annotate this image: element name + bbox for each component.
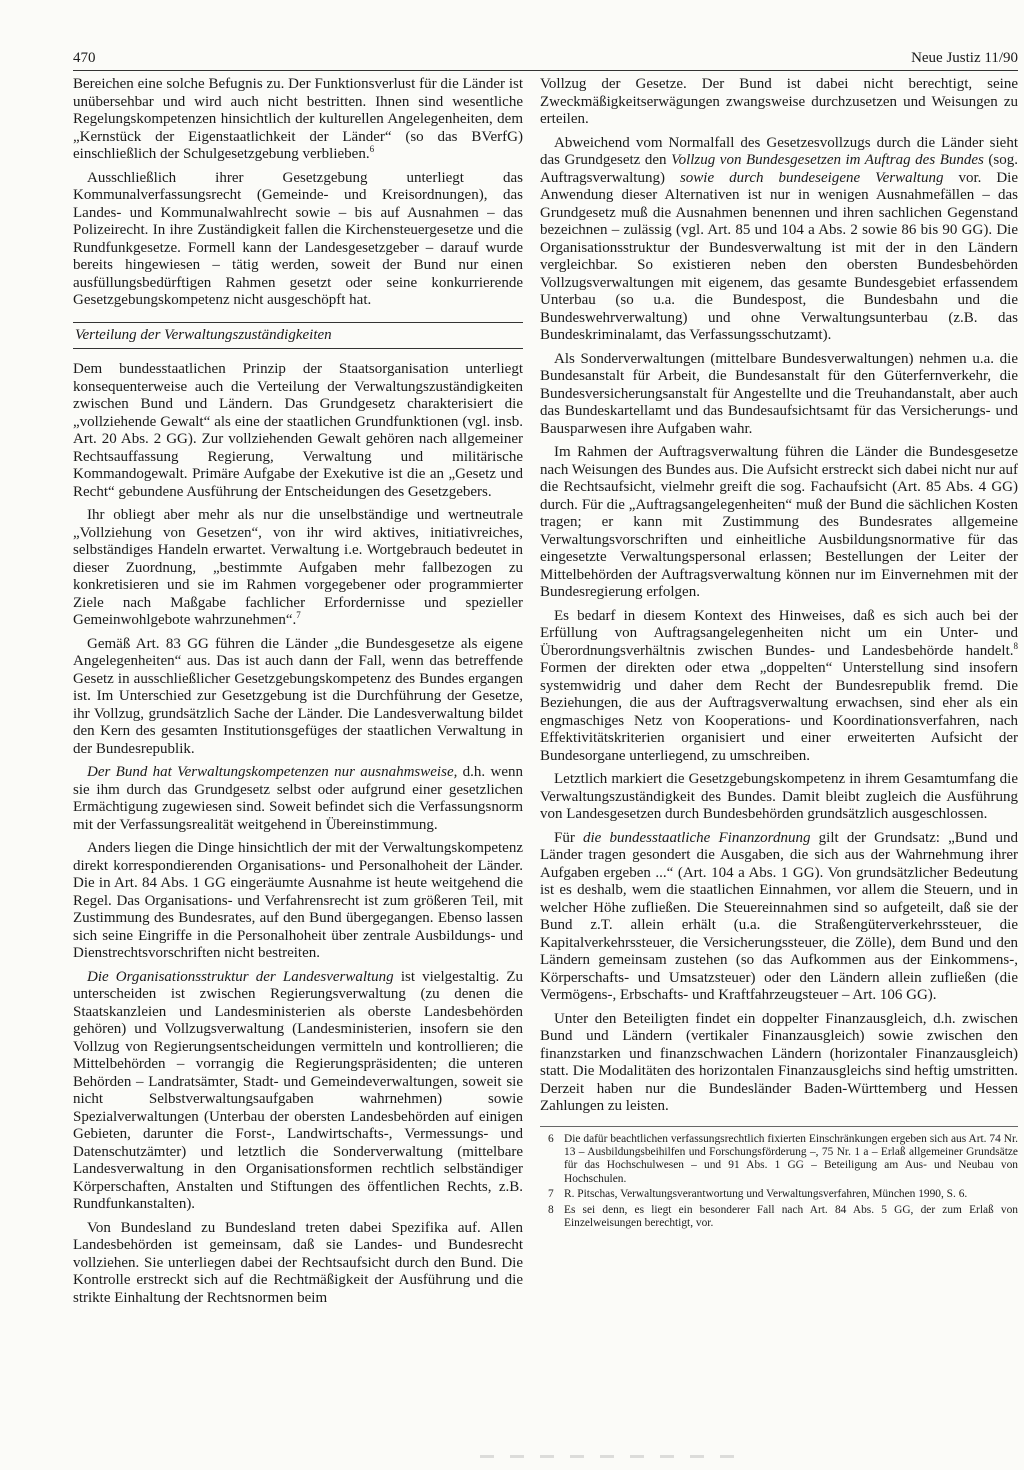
footnote-ref[interactable]: 6 — [369, 144, 375, 154]
footnote-number: 8 — [548, 1203, 554, 1216]
paragraph: Anders liegen die Dinge hinsichtlich der mit der Verwaltungskompetenz direkt korrespondierenden Organisations- und Personalhoheit der Länder. Die in Art. 84 Abs. 1 GG eingeräumte Ausnahme ist heute weitgehend die Regel. Das Organisations- und Verfahrensrecht ist zum größeren Teil, mit Zustimmung des Bundesrates, auf den Bund übergegangen. Ebenso lassen sich seine Eingriffe in die Personalhoheit über zentrale Ausbildungs- und Dienstrechtsvorschriften nicht bestreiten. — [73, 840, 523, 961]
paragraph: Gemäß Art. 83 GG führen die Länder „die Bundesgesetze als eigene Angelegenheiten“ aus. Das ist auch dann der Fall, wenn das betreffende Gesetz in ausschließlicher Gesetzgebungskompetenz des Bundes ergangen ist. Im Unterschied zur Gesetzgebung ist die Durchführung der Gesetze, ihr Vollzug, grundsätzlich Sache der Länder. Die Landesverwaltung bildet den Kern des gesamten Institutionsgefüges der staatlichen Verwaltung in der Bundesrepublik. — [73, 635, 523, 757]
paragraph: Ihr obliegt aber mehr als nur die unselbständige und wertneutrale „Vollziehung von Gesetzen“, von ihr wird aktives, initiativreiches, selbständiges Handeln erwartet. Verwaltung i.e. Wortgebrauch bedeutet in dieser Zuordnung, „bestimmte Aufgaben mehr fallbezogen zu konkretisieren und sie im Rahmen vorgegebener oder programmierter Ziele nach Maßgabe fachlicher Erfordernisse und spezieller Gemeinwohlgebote wahrzunehmen“.$^7$ — [73, 507, 523, 628]
page-number: 470 — [73, 50, 96, 66]
footnote: 6 Die dafür beachtlichen verfassungsrechtlich fixierten Einschränkungen ergeben sich aus Art. 74 Nr. 13 – Ausbildungsbeihilfen und Forschungsförderung –, 75 Nr. 1 a – Erlaß allgemeiner Grundsätze für das Hochschulwesen – und 91 Abs. 1 GG – Beteiligung am Aus- und Neubau von Hochschulen. — [548, 1132, 1018, 1185]
paragraph: Für die bundesstaatliche Finanzordnung gilt der Grundsatz: „Bund und Länder tragen gesondert die Ausgaben, die sich aus der Wahrnehmung ihrer Aufgaben ergeben ...“ (Art. 104 a Abs. 1 GG). Von grundsätzlicher Bedeutung ist es deshalb, wem die staatlichen Einnahmen, vor allem die Steuern, und in welcher Höhe zufließen. Die Steuereinnahmen sind so aufgeteilt, daß sie der Bund z.T. allein erhält (u.a. die Straßengüterverkehrssteuer, die Kapitalverkehrssteuer, die Versicherungssteuer, die Zölle), dem Bund und den Ländern gemeinsam zustehen (so das Aufkommen aus der Einkommens-, Körperschafts- und Umsatzsteuer) oder den Ländern allein zufließen (die Vermögens-, Erbschafts- und Kraftfahrzeugsteuer – Art. 106 GG). — [540, 829, 1018, 1003]
paragraph: Im Rahmen der Auftragsverwaltung führen die Länder die Bundesgesetze nach Weisungen des Bundes aus. Die Aufsicht erstreckt sich dabei nicht nur auf die Rechtsaufsicht, vielmehr greift die sog. Fachaufsicht (Art. 85 Abs. 4 GG) durch. Für die „Auftragsangelegenheiten“ muß der Bund die sächlichen Kosten tragen; er kann mit Zustimmung des Bundesrates allgemeine Verwaltungsvorschriften und einheitliche Ausbildungsnormative für das eingesetzte Verwaltungspersonal erlassen; Bestellungen der Leiter der Mittelbehörden der Auftragsverwaltung können nur im Einvernehmen mit der Bundesregierung erfolgen. — [540, 444, 1018, 600]
paragraph: Von Bundesland zu Bundesland treten dabei Spezifika auf. Allen Landesbehörden ist gemeinsam, daß sie Landes- und Bundesrecht vollziehen. Sie unterliegen dabei der Rechtsaufsicht durch den Bund. Die Kontrolle erstreckt sich auf die Rechtmäßigkeit der Ausführung und die strikte Einhaltung der Rechtsnormen beim — [73, 1219, 523, 1306]
footnote: 8 Es sei denn, es liegt ein besonderer Fall nach Art. 84 Abs. 5 GG, der zum Erlaß von Einzelweisungen berechtigt, vor. — [548, 1203, 1018, 1229]
footnote-ref[interactable]: 8 — [1013, 640, 1018, 651]
paragraph: Ausschließlich ihrer Gesetzgebung unterliegt das Kommunalverfassungsrecht (Gemeinde- und Kreisordnungen), das Landes- und Kommunalwahlrecht sowie – bis auf Ausnahmen – das Polizeirecht. In ihre Zuständigkeit fallen die Kirchensteuergesetze und die Rundfunkgesetze. Formell kann der Landesgesetzgeber – darauf wurde bereits hingewiesen – tätig werden, soweit der Bund nur einen ausfüllungsbedürftigen Rahmen gesetzt oder seine konkurrierende Gesetzgebungskompetenz nicht ausgeschöpft hat. — [73, 169, 523, 308]
paragraph: Als Sonderverwaltungen (mittelbare Bundesverwaltungen) nehmen u.a. die Bundesanstalt für Arbeit, die Bundesanstalt für den Güterfernverkehr, die Bundesversicherungsanstalt für Angestellte und die Treuhandanstalt, aber auch das Bundeskartellamt und das Bundesaufsichtsamt für das Versicherungs- und Bausparwesen ihre Aufgaben wahr. — [540, 350, 1018, 437]
footnotes — [540, 1126, 1018, 1231]
paragraph: Unter den Beteiligten findet ein doppelter Finanzausgleich, d.h. zwischen Bund und Ländern (vertikaler Finanzausgleich) sowie zwischen den finanzstarken und finanzschwachen Ländern (horizontaler Finanzausgleich) statt. Die Modalitäten des horizontalen Finanzausgleichs sind heftig umstritten. Derzeit haben nur die Bundesländer Baden-Württemberg und Hessen Zahlungen zu leisten. — [540, 1010, 1018, 1114]
journal-title: Neue Justiz 11/90 — [911, 50, 1018, 66]
paragraph: Es bedarf in diesem Kontext des Hinweises, daß es sich auch bei der Erfüllung von Auftragsangelegenheiten nicht um ein Unter- und Überordnungsverhältnis zwischen Bundes- und Landesbehörde handelt.$^8$ Formen der direkten oder etwa „doppelten“ Unterstellung sind insofern systemwidrig und daher dem Recht der Bundesrepublik fremd. Die Beziehungen, die aus der Auftragsverwaltung erwachsen, sind eher als ein engmaschiges Netz von Kooperations- und Koordinationsverfahren, nach Effektivitätskriterien organisiert und einer erweiterten Aufsicht der Bundesorgane unterliegend, zu umschreiben. — [540, 607, 1018, 764]
emphasis: die bundesstaatliche Finanzordnung — [583, 829, 811, 846]
left-column — [73, 76, 523, 1313]
paragraph: Dem bundesstaatlichen Prinzip der Staatsorganisation unterliegt konsequenterweise auch die Verteilung der Verwaltungszuständigkeiten zwischen Bund und Ländern. Das Grundgesetz charakterisiert die „vollziehende Gewalt“ als eine der staatlichen Grundfunktionen (vgl. insb. Art. 20 Abs. 2 GG). Zur vollziehenden Gewalt gehören nach allgemeiner Rechtsauffassung Regierung, Verwaltung und militärische Kommandogewalt. Primäre Aufgabe der Exekutive ist die an „Gesetz und Recht“ gebundene Ausführung der Entscheidungen des Gesetzgebers. — [73, 361, 523, 500]
section-heading: Verteilung der Verwaltungszuständigkeiten — [73, 322, 523, 350]
paragraph: Vollzug der Gesetze. Der Bund ist dabei nicht berechtigt, seine Zweckmäßigkeitserwägungen zwangsweise durchzusetzen und Weisungen zu erteilen. — [540, 76, 1018, 127]
emphasis: Vollzug von Bundesgesetzen im Auftrag des Bundes — [671, 152, 984, 168]
right-column — [540, 76, 1018, 1232]
paragraph: Der Bund hat Verwaltungskompetenzen nur ausnahmsweise, d.h. wenn sie ihm durch das Grundgesetz selbst oder aufgrund einer gesetzlichen Ermächtigung zugewiesen sind. Soweit befindet sich die Verfassungsnorm mit der Verfassungsrealität weitgehend in Übereinstimmung. — [73, 764, 524, 833]
paragraph: Abweichend vom Normalfall des Gesetzesvollzugs durch die Länder sieht das Grundgesetz den Vollzug von Bundesgesetzen im Auftrag des Bundes (sog. Auftragsverwaltung) sowie durch bundeseigene Verwaltung vor. Die Anwendung dieser Alternativen ist nur in wenigen Ausnahmefällen – das Grundgesetz muß die Ausnahmen benennen und ihren sachlichen Gegenstand bezeichnen – zulässig (vgl. Art. 85 und 104 a Abs. 2 sowie 86 bis 90 GG). Die Organisationsstruktur der Bundesverwaltung ist mit der in den Ländern vergleichbar. So existieren neben den obersten Bundesbehörden Vollzugsverwaltungen mit eigenem, das gesamte Bundesgebiet erfassendem Unterbau (so u.a. die Bundespost, die Bundesbahn und die Bundeswehrverwaltung) und ohne Verwaltungsunterbau (z.B. das Bundeskriminalamt, das Verfassungsschutzamt). — [540, 134, 1019, 343]
footnote: 7 R. Pitschas, Verwaltungsverantwortung und Verwaltungsverfahren, München 1990, S. 6. — [548, 1188, 968, 1201]
footnote-number: 6 — [548, 1132, 554, 1145]
footnote-number: 7 — [548, 1188, 554, 1201]
page-header — [73, 50, 1018, 71]
paragraph: Bereichen eine solche Befugnis zu. Der Funktionsverlust für die Länder ist unübersehbar und wird auch nicht bestritten. Ihnen sind wesentliche Regelungskompetenzen hinsichtlich der kulturellen Angelegenheiten, dem „Kernstück der Eigenstaatlichkeit der Länder“ (so das BVerfG) einschließlich der Schulgesetzgebung verblieben.$^6$ — [73, 76, 523, 162]
emphasis: Die Organisationsstruktur der Landesverwaltung — [87, 968, 394, 985]
paragraph: Letztlich markiert die Gesetzgebungskompetenz in ihrem Gesamtumfang die Verwaltungszuständigkeit des Bundes. Damit bleibt zugleich die Ausführung von Landesgesetzen durch Bundesbehörden grundsätzlich ausgeschlossen. — [540, 771, 1018, 822]
emphasis: sowie durch bundeseigene Verwaltung — [679, 169, 944, 186]
scan-artifact — [480, 1455, 740, 1458]
footnote-ref[interactable]: 7 — [296, 610, 301, 620]
emphasis: Der Bund hat Verwaltungskompetenzen nur ausnahmsweise, — [87, 764, 458, 780]
paragraph: Die Organisationsstruktur der Landesverwaltung ist vielgestaltig. Zu unterscheiden ist zwischen Regierungsverwaltung (zu denen die Staatskanzleien und Landesministerien als oberste Landesbehörden gehören) und Vollzugsverwaltung (Landesministerien, insofern sie den Vollzug von Regierungsentscheidungen vermitteln und kontrollieren; die Mittelbehörden – vorrangig die Regierungspräsidenten; die unteren Behörden – Landratsämter, Stadt- und Gemeindeverwaltungen, soweit sie nicht Selbstverwaltungsaufgaben wahrnehmen) sowie Spezialverwaltungen (Unterbau der obersten Landesbehörden auf einigen Gebieten, darunter die Forst-, Landwirtschafts-, Vermessungs- und Datenschutzämter) und letztlich die Sonderverwaltung (mittelbare Landesverwaltung in den Organisationsformen rechtlich selbständiger Körperschaften, Anstalten und Stiftungen des öffentlichen Rechts, z.B. Rundfunkanstalten). — [73, 968, 523, 1212]
